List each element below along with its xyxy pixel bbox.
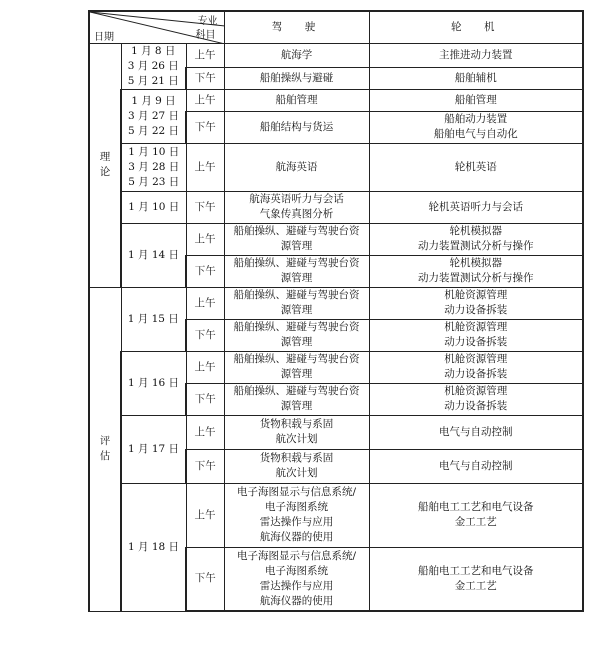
table-row <box>89 287 583 319</box>
deck-subject: 船舶管理 <box>224 89 369 111</box>
deck-subject: 货物积载与系固 航次计划 <box>224 449 369 483</box>
engine-subject: 轮机模拟器 动力装置测试分析与操作 <box>369 255 583 287</box>
date-cell: 1 月 16 日 <box>121 351 186 415</box>
date-cell: 1 月 9 日 3 月 27 日 5 月 22 日 <box>121 89 186 143</box>
date-cell: 1 月 18 日 <box>121 483 186 611</box>
deck-subject: 船舶操纵与避碰 <box>224 67 369 89</box>
table-row <box>89 351 583 383</box>
date-cell: 1 月 10 日 <box>121 191 186 223</box>
period-pm: 下午 <box>186 111 224 143</box>
engine-subject: 机舱资源管理 动力设备拆装 <box>369 351 583 383</box>
period-am: 上午 <box>186 287 224 319</box>
header-row <box>89 11 583 43</box>
engine-subject: 船舶电工工艺和电气设备 金工工艺 <box>369 547 583 611</box>
deck-subject: 船舶操纵、避碰与驾驶台资 源管理 <box>224 383 369 415</box>
deck-subject: 货物积载与系固 航次计划 <box>224 415 369 449</box>
deck-subject: 航海英语听力与会话 气象传真图分析 <box>224 191 369 223</box>
deck-subject: 船舶操纵、避碰与驾驶台资 源管理 <box>224 319 369 351</box>
period-am: 上午 <box>186 483 224 547</box>
date-cell: 1 月 17 日 <box>121 415 186 483</box>
col-header-engine: 轮 机 <box>369 11 583 43</box>
period-am: 上午 <box>186 43 224 67</box>
table-row <box>89 143 583 191</box>
engine-subject: 机舱资源管理 动力设备拆装 <box>369 287 583 319</box>
deck-subject: 电子海图显示与信息系统/ 电子海图系统 雷达操作与应用 航海仪器的使用 <box>224 547 369 611</box>
period-pm: 下午 <box>186 191 224 223</box>
engine-subject: 机舱资源管理 动力设备拆装 <box>369 383 583 415</box>
period-am: 上午 <box>186 415 224 449</box>
col-header-deck: 驾 驶 <box>224 11 369 43</box>
date-cell: 1 月 14 日 <box>121 223 186 287</box>
date-label: 日期 <box>94 32 114 43</box>
engine-subject: 主推进动力装置 <box>369 43 583 67</box>
category-theory: 理 论 <box>89 43 121 287</box>
period-pm: 下午 <box>186 449 224 483</box>
date-cell: 1 月 10 日 3 月 28 日 5 月 23 日 <box>121 143 186 191</box>
period-pm: 下午 <box>186 547 224 611</box>
deck-subject: 船舶结构与货运 <box>224 111 369 143</box>
engine-subject: 船舶动力装置 船舶电气与自动化 <box>369 111 583 143</box>
subject-label: 科目 <box>195 30 216 41</box>
engine-subject: 机舱资源管理 动力设备拆装 <box>369 319 583 351</box>
period-am: 上午 <box>186 89 224 111</box>
deck-subject: 航海学 <box>224 43 369 67</box>
date-cell: 1 月 8 日 3 月 26 日 5 月 21 日 <box>121 43 186 89</box>
date-cell: 1 月 15 日 <box>121 287 186 351</box>
engine-subject: 轮机英语 <box>369 143 583 191</box>
table-row <box>89 89 583 111</box>
table-row <box>89 223 583 255</box>
exam-schedule-table <box>88 10 584 612</box>
table-row <box>89 483 583 547</box>
deck-subject: 电子海图显示与信息系统/ 电子海图系统 雷达操作与应用 航海仪器的使用 <box>224 483 369 547</box>
period-pm: 下午 <box>186 67 224 89</box>
deck-subject: 船舶操纵、避碰与驾驶台资 源管理 <box>224 223 369 255</box>
category-assessment: 评 估 <box>89 287 121 611</box>
engine-subject: 船舶管理 <box>369 89 583 111</box>
deck-subject: 航海英语 <box>224 143 369 191</box>
engine-subject: 轮机模拟器 动力装置测试分析与操作 <box>369 223 583 255</box>
period-pm: 下午 <box>186 383 224 415</box>
engine-subject: 电气与自动控制 <box>369 449 583 483</box>
table-row <box>89 191 583 223</box>
period-pm: 下午 <box>186 319 224 351</box>
period-pm: 下午 <box>186 255 224 287</box>
major-label: 专业 <box>197 16 218 27</box>
header-corner-cell <box>89 11 224 43</box>
deck-subject: 船舶操纵、避碰与驾驶台资 源管理 <box>224 287 369 319</box>
engine-subject: 船舶电工工艺和电气设备 金工工艺 <box>369 483 583 547</box>
engine-subject: 船舶辅机 <box>369 67 583 89</box>
engine-subject: 电气与自动控制 <box>369 415 583 449</box>
period-am: 上午 <box>186 143 224 191</box>
table-row <box>89 43 583 67</box>
period-am: 上午 <box>186 223 224 255</box>
deck-subject: 船舶操纵、避碰与驾驶台资 源管理 <box>224 351 369 383</box>
period-am: 上午 <box>186 351 224 383</box>
table-row <box>89 415 583 449</box>
deck-subject: 船舶操纵、避碰与驾驶台资 源管理 <box>224 255 369 287</box>
engine-subject: 轮机英语听力与会话 <box>369 191 583 223</box>
